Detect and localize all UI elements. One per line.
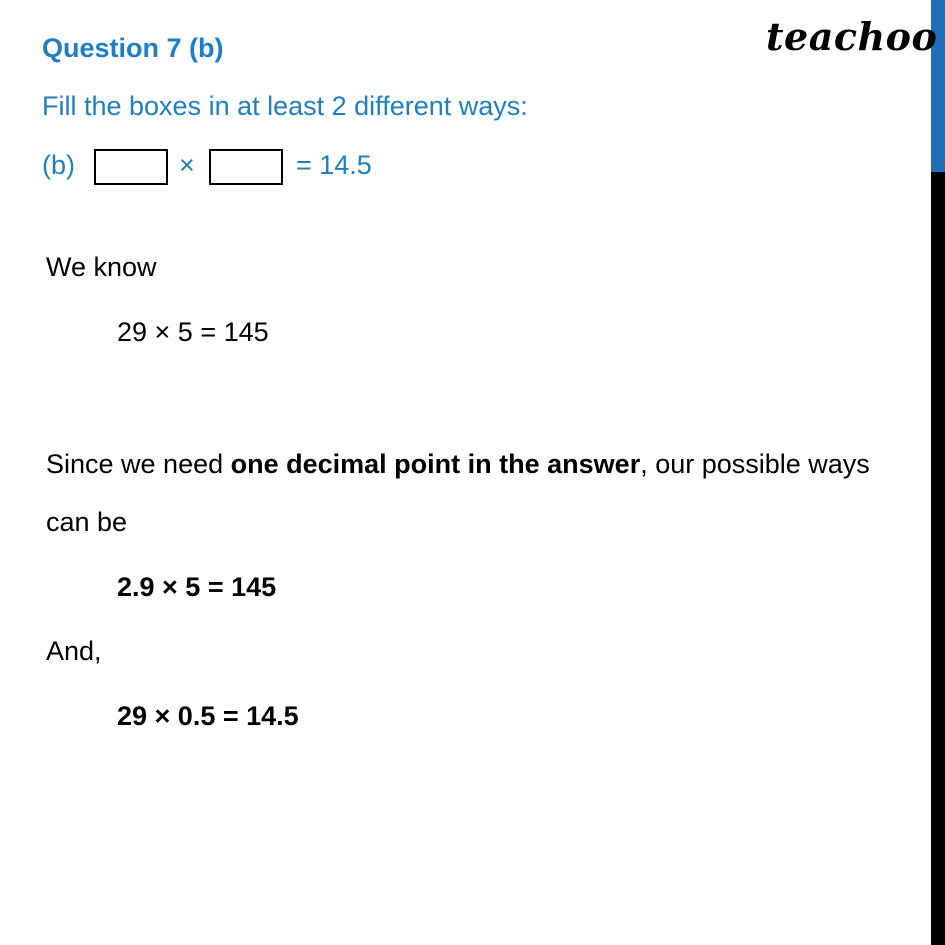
solution-line-can-be: can be	[46, 507, 128, 537]
question-title: Question 7 (b)	[42, 33, 224, 63]
question-instruction: Fill the boxes in at least 2 different ways:	[42, 91, 528, 121]
solution-line-reasoning	[46, 449, 870, 480]
multiply-operator: ×	[179, 150, 195, 180]
solution-line-and: And,	[46, 636, 102, 666]
reasoning-text-start: Since we need	[46, 449, 231, 479]
second-answer-box[interactable]	[209, 149, 283, 185]
solution-way-one: 2.9 × 5 = 145	[117, 572, 277, 602]
result-value: = 14.5	[296, 150, 372, 180]
first-answer-box[interactable]	[94, 149, 168, 185]
solution-way-two: 29 × 0.5 = 14.5	[117, 701, 299, 731]
right-side-rail	[931, 0, 945, 945]
solution-line-we-know: We know	[46, 252, 157, 282]
reasoning-emphasis: one decimal point in the answer	[230, 449, 641, 479]
part-label: (b)	[42, 150, 75, 180]
solution-line-equation: 29 × 5 = 145	[117, 317, 269, 347]
reasoning-text-end: , our possible ways	[640, 449, 870, 479]
teachoo-logo: teachoo	[766, 14, 938, 59]
